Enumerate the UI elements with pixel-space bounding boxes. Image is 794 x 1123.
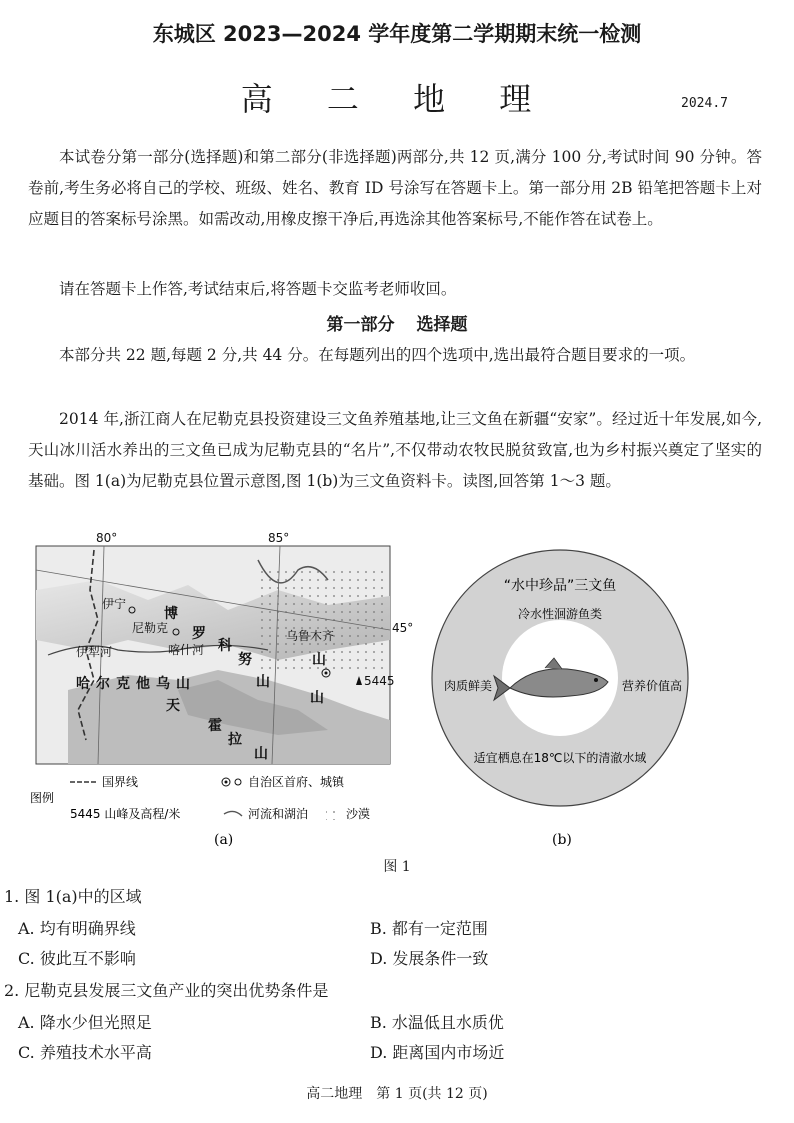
section-heading bbox=[0, 310, 794, 335]
section-name: 选择题 bbox=[416, 315, 468, 335]
card-title: “水中珍品”三文鱼 bbox=[503, 578, 617, 594]
label-hakert: 哈尔克他乌山 bbox=[76, 676, 196, 692]
card-bottom-text: 适宜栖息在18℃以下的清澈水域 bbox=[473, 751, 647, 765]
label-huo: 霍 bbox=[208, 718, 222, 734]
legend-border: 国界线 bbox=[102, 775, 139, 789]
material-paragraph: 2014 年,浙江商人在尼勒克县投资建设三文鱼养殖基地,让三文鱼在新疆“安家”。经过近十年发展,如今,天山冰川活水养出的三文鱼已成为尼勒克县的“名片”,不仅带动农牧民脱贫致富,也为乡村振兴奠定了坚实的基础。图 1(a)为尼勒克县位置示意图,图 1(b)为三文鱼资料卡。读图,回答第 1～3 题。 bbox=[28, 410, 762, 490]
card-left-text: 肉质鲜美 bbox=[444, 679, 493, 693]
question-1-stem: 1. 图 1(a)中的区域 bbox=[4, 887, 142, 906]
label-ke: 科 bbox=[218, 638, 232, 654]
card-top-text: 冷水性洄游鱼类 bbox=[517, 607, 603, 621]
section-instruction: 本部分共 22 题,每题 2 分,共 44 分。在每题列出的四个选项中,选出最符合题目要求的一项。 bbox=[59, 346, 696, 364]
legend-town-icon bbox=[235, 779, 241, 785]
label-river-yili: 伊犁河 bbox=[76, 645, 113, 659]
intro-paragraph: 本试卷分第一部分(选择题)和第二部分(非选择题)两部分,共 12 页,满分 100 分,考试时间 90 分钟。答卷前,考生务必将自己的学校、班级、姓名、教育 ID 号涂写在答题卡上。第一部分用 2B 铅笔把答题卡上对应题目的答案标号涂黑。如需改动,用橡皮擦干净后,再选涂其他答案标号,不能作答在试卷上。 bbox=[28, 148, 762, 228]
figure-caption: 图 1 bbox=[383, 859, 411, 875]
label-la: 拉 bbox=[228, 732, 242, 748]
exam-title: 东城区 2023—2024 学年度第二学期期末统一检测 bbox=[152, 22, 642, 46]
label-nu: 努 bbox=[238, 652, 252, 668]
question-1-option-a[interactable]: A. 均有明确界线 bbox=[18, 919, 136, 938]
legend-desert-icon bbox=[326, 810, 340, 820]
question-2-option-d[interactable]: D. 距离国内市场近 bbox=[370, 1043, 505, 1062]
card-right-text: 营养价值高 bbox=[622, 679, 683, 693]
label-peak: 5445 bbox=[364, 674, 395, 688]
subject-title: 高 二 地 理 bbox=[240, 80, 554, 118]
label-shan-3: 山 bbox=[310, 690, 324, 706]
label-shan-4: 山 bbox=[254, 746, 268, 762]
question-2-option-a[interactable]: A. 降水少但光照足 bbox=[18, 1013, 152, 1032]
lat-label: 45° bbox=[392, 621, 414, 635]
question-2-option-b[interactable]: B. 水温低且水质优 bbox=[370, 1013, 504, 1032]
intro-paragraph-2: 请在答题卡上作答,考试结束后,将答题卡交监考老师收回。 bbox=[59, 280, 457, 298]
legend-river: 河流和湖泊 bbox=[248, 807, 309, 821]
exam-date: 2024.7 bbox=[681, 96, 728, 111]
legend-desert: 沙漠 bbox=[346, 807, 371, 821]
question-2-stem: 2. 尼勒克县发展三文鱼产业的突出优势条件是 bbox=[4, 981, 329, 1000]
label-shan-2: 山 bbox=[312, 652, 326, 668]
urumqi-capital-dot-icon bbox=[325, 672, 328, 675]
legend-capital: 自治区首府、城镇 bbox=[248, 775, 345, 789]
label-river-kashi: 喀什河 bbox=[168, 643, 205, 657]
label-luo: 罗 bbox=[192, 626, 206, 642]
lon-label-80: 80° bbox=[96, 531, 118, 545]
location-map-figure bbox=[28, 530, 428, 850]
label-urumqi: 乌鲁木齐 bbox=[286, 629, 335, 643]
salmon-card-figure bbox=[430, 546, 690, 846]
question-1-option-b[interactable]: B. 都有一定范围 bbox=[370, 919, 488, 938]
question-1-option-c[interactable]: C. 彼此互不影响 bbox=[18, 949, 136, 968]
label-bo: 博 bbox=[164, 606, 178, 622]
legend-river-icon bbox=[224, 811, 242, 816]
legend-peak: 5445 山峰及高程/米 bbox=[70, 807, 181, 821]
label-tian: 天 bbox=[166, 698, 180, 714]
map-caption: (a) bbox=[214, 832, 234, 848]
question-1-option-d[interactable]: D. 发展条件一致 bbox=[370, 949, 489, 968]
page-footer: 高二地理 第 1 页(共 12 页) bbox=[306, 1086, 488, 1102]
lon-label-85: 85° bbox=[268, 531, 290, 545]
legend-title: 图例 bbox=[30, 791, 55, 805]
question-2-option-c[interactable]: C. 养殖技术水平高 bbox=[18, 1043, 152, 1062]
label-yining: 伊宁 bbox=[102, 597, 127, 611]
label-nileke: 尼勒克 bbox=[132, 621, 169, 635]
card-caption: (b) bbox=[552, 832, 572, 846]
section-part: 第一部分 bbox=[326, 315, 395, 335]
legend-capital-dot-icon bbox=[225, 781, 228, 784]
label-shan-1: 山 bbox=[256, 674, 270, 690]
